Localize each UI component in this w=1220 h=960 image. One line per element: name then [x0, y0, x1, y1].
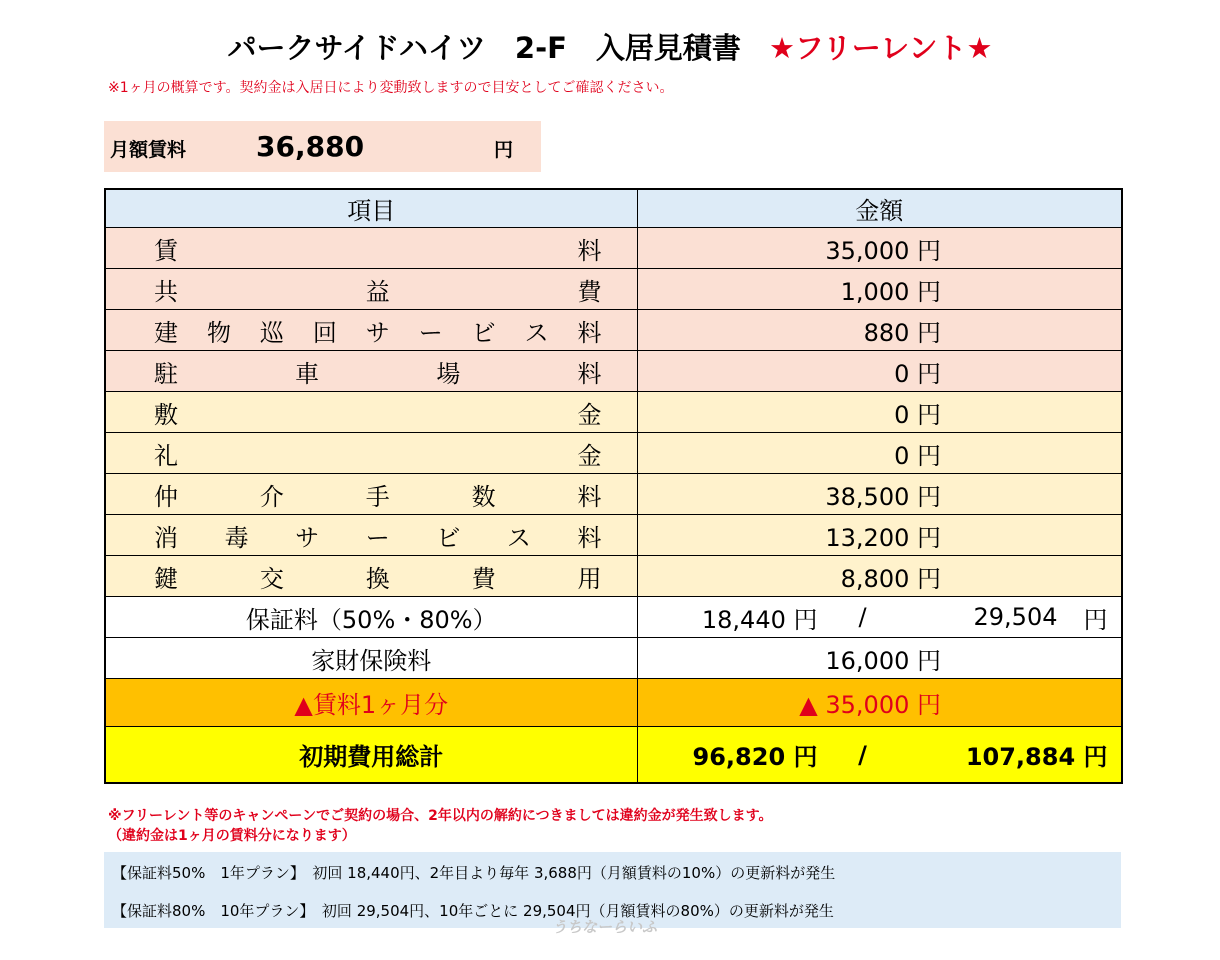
item-char: 換 [365, 564, 390, 593]
item-char: 料 [577, 359, 602, 388]
item-char: 介 [259, 482, 284, 511]
guarantee-50-amount: 18,440 円 [701, 605, 818, 634]
item-char: 巡 [259, 318, 284, 347]
row-item-disinfection [105, 515, 637, 556]
item-char: 消 [154, 523, 178, 552]
table-row-free-rent [105, 679, 1122, 727]
item-char: ス [524, 318, 549, 347]
item-char: サ [295, 523, 320, 552]
row-amount: 0 円 [637, 433, 1122, 474]
row-item-patrol-service [105, 310, 637, 351]
free-rent-amount: ▲ 35,000 円 [637, 679, 1122, 727]
table-header-row [105, 189, 1122, 228]
insurance-label: 家財保険料 [105, 638, 637, 679]
total-label: 初期費用総計 [105, 727, 637, 784]
item-char: 礼 [154, 441, 178, 470]
table-row [105, 310, 1122, 351]
item-char: 数 [471, 482, 496, 511]
table-row [105, 433, 1122, 474]
guarantee-label: 保証料（50%・80%） [105, 597, 637, 638]
item-char: サ [365, 318, 390, 347]
item-char: 鍵 [154, 564, 178, 593]
penalty-note [108, 806, 772, 846]
item-char: 毒 [224, 523, 249, 552]
item-char: 共 [154, 277, 178, 306]
item-char: 金 [577, 400, 602, 429]
monthly-rent-box [104, 121, 541, 172]
item-char: 用 [577, 564, 602, 593]
guarantee-amounts [637, 597, 1122, 638]
item-char: 建 [154, 318, 178, 347]
header-item: 項目 [105, 189, 637, 228]
guarantee-80-amount: 29,504 [973, 603, 1058, 631]
row-amount: 0 円 [637, 351, 1122, 392]
item-char: 物 [206, 318, 231, 347]
item-char: 料 [577, 523, 602, 552]
title-main: パークサイドハイツ 2-F 入居見積書 [227, 31, 741, 65]
row-amount: 0 円 [637, 392, 1122, 433]
row-item-key-exchange [105, 556, 637, 597]
table-row [105, 269, 1122, 310]
guarantee-80-unit: 円 [1083, 605, 1108, 634]
total-amounts [637, 727, 1122, 784]
row-amount: 8,800 円 [637, 556, 1122, 597]
item-char: ビ [471, 318, 496, 347]
item-char: 場 [436, 359, 461, 388]
table-row-guarantee [105, 597, 1122, 638]
item-char: 料 [577, 318, 602, 347]
item-char: 回 [312, 318, 337, 347]
title-free-rent-tag: ★フリーレント★ [768, 31, 993, 65]
plan-50-percent: 【保証料50% 1年プラン】 初回 18,440円、2年目より毎年 3,688円（月額賃料の10%）の更新料が発生 [112, 864, 836, 882]
row-amount: 1,000 円 [637, 269, 1122, 310]
row-item-key-money [105, 433, 637, 474]
total-50-amount: 96,820 円 [692, 743, 818, 771]
table-row-insurance [105, 638, 1122, 679]
row-item-rent [105, 228, 637, 269]
item-char: 車 [295, 359, 320, 388]
monthly-rent-label: 月額賃料 [110, 139, 187, 161]
item-char: 手 [365, 482, 390, 511]
item-char: 仲 [154, 482, 178, 511]
plan-80-percent: 【保証料80% 10年プラン】 初回 29,504円、10年ごとに 29,504円（月額賃料の80%）の更新料が発生 [112, 902, 834, 920]
row-item-deposit [105, 392, 637, 433]
item-char: ー [418, 318, 443, 347]
row-amount: 35,000 円 [637, 228, 1122, 269]
item-char: 金 [577, 441, 602, 470]
document-title [0, 26, 1220, 76]
header-amount: 金額 [637, 189, 1122, 228]
table-row [105, 351, 1122, 392]
separator: / [858, 740, 867, 769]
item-char: 交 [259, 564, 284, 593]
item-char: 敷 [154, 400, 178, 429]
table-row [105, 474, 1122, 515]
item-char: 賃 [154, 236, 178, 265]
item-char: ー [365, 523, 390, 552]
item-char: 駐 [154, 359, 178, 388]
monthly-rent-value: 36,880 [256, 130, 365, 163]
row-amount: 38,500 円 [637, 474, 1122, 515]
table-row [105, 228, 1122, 269]
top-note: ※1ヶ月の概算です。契約金は入居日により変動致しますので目安としてご確認ください。 [108, 80, 674, 96]
item-char: 費 [577, 277, 602, 306]
item-char: ス [506, 523, 531, 552]
penalty-note-line: ※フリーレント等のキャンペーンでご契約の場合、2年以内の解約につきましては違約金が発生致します。 [108, 808, 773, 824]
table-row [105, 515, 1122, 556]
table-row [105, 556, 1122, 597]
row-amount: 13,200 円 [637, 515, 1122, 556]
item-char: 料 [577, 482, 602, 511]
monthly-rent-unit: 円 [494, 139, 514, 161]
row-item-parking [105, 351, 637, 392]
estimate-table [104, 188, 1123, 784]
total-80-amount: 107,884 円 [965, 743, 1108, 771]
insurance-amount: 16,000 円 [637, 638, 1122, 679]
row-item-common-fee [105, 269, 637, 310]
item-char: 料 [577, 236, 602, 265]
row-item-brokerage [105, 474, 637, 515]
table-row-total [105, 727, 1122, 784]
watermark: うちなーらいふ [552, 918, 658, 936]
penalty-note-line: （違約金は1ヶ月の賃料分になります） [108, 828, 356, 844]
item-char: 益 [365, 277, 390, 306]
table-row [105, 392, 1122, 433]
item-char: ビ [436, 523, 461, 552]
row-amount: 880 円 [637, 310, 1122, 351]
separator: / [858, 603, 867, 631]
item-char: 費 [471, 564, 496, 593]
free-rent-label: ▲賃料1ヶ月分 [105, 679, 637, 727]
